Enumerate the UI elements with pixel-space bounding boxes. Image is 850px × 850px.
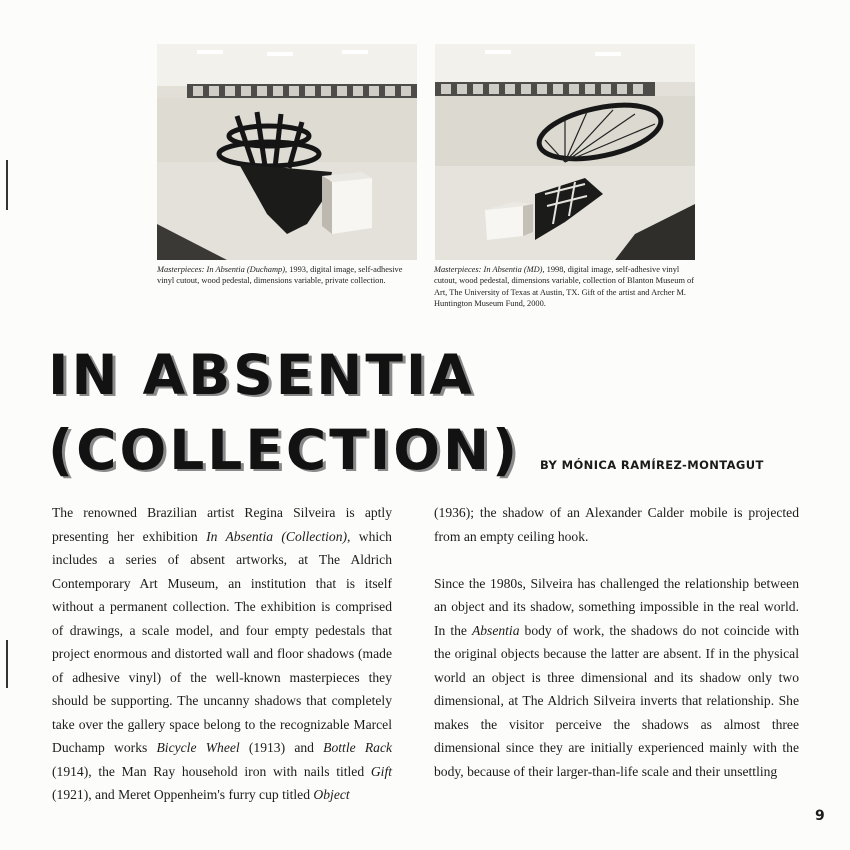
caption-right-title: Masterpieces: In Absentia (MD) xyxy=(434,265,543,274)
artwork-title: Object xyxy=(313,787,350,802)
artwork-title: Bottle Rack xyxy=(323,740,393,755)
body-column-right xyxy=(434,501,799,783)
caption-left xyxy=(157,264,419,287)
artwork-title: Bicycle Wheel xyxy=(156,740,240,755)
article-title-line-1: IN ABSENTIA xyxy=(48,343,475,407)
caption-left-details: , 1993, digital image, self-adhesive vinyl cutout, wood pedestal, dimensions variable, private collection. xyxy=(157,265,403,286)
body-text: Since the 1980s, Silveira has challenged the relationship between an object and its shadow, something impossible in the real world. In the xyxy=(434,575,799,638)
photo-in-absentia-md xyxy=(435,44,695,260)
scan-mark xyxy=(6,160,8,210)
exhibition-title: In Absentia (Collection) xyxy=(206,528,348,544)
article-title-line-2: (COLLECTION) xyxy=(48,418,521,482)
photo-in-absentia-duchamp xyxy=(157,44,417,260)
body-paragraph-2 xyxy=(434,572,799,784)
page-number: 9 xyxy=(815,808,825,824)
caption-left-title: Masterpieces: In Absentia (Duchamp) xyxy=(157,265,285,274)
body-paragraph-continued: (1936); the shadow of an Alexander Calder mobile is projected from an empty ceiling hook. xyxy=(434,505,799,544)
body-text: The renowned Brazilian artist Regina Silveira is aptly presenting her exhibition xyxy=(52,505,392,544)
body-paragraph-1 xyxy=(52,501,392,807)
artwork-title: Gift xyxy=(370,763,392,779)
series-title: Absentia xyxy=(471,622,520,638)
body-text: (1921), and Meret Oppenheim's furry cup titled xyxy=(52,787,314,802)
caption-right-details: , 1998, digital image, self-adhesive vinyl cutout, wood pedestal, dimensions variable, collection of Blanton Museum of Art, The University of Texas at Austin, TX. Gift of the artist and Archer M. Huntington Museum Fund, 2000. xyxy=(434,265,695,309)
caption-right xyxy=(434,264,696,310)
scan-mark xyxy=(6,640,8,688)
body-text: , which includes a series of absent artworks, at The Aldrich Contemporary Art Museum, an institution that is itself without a permanent collection. The exhibition is comprised of drawings, a scale model, and four empty pedestals that project enormous and distorted wall and floor shadows (made of adhesive vinyl) of the well-known masterpieces they should be supporting. The uncanny shadows that completely take over the gallery space belong to the recognizable Marcel Duchamp works xyxy=(52,528,392,755)
body-text: (1913) and xyxy=(239,740,324,755)
byline: BY MÓNICA RAMÍREZ-MONTAGUT xyxy=(540,458,764,472)
body-column-left xyxy=(52,501,392,807)
body-text: body of work, the shadows do not coincide with the original objects because the latter are absent. If in the physical world an object is three dimensional and its shadow only two dimensional, at The Aldrich Silveira inverts that relationship. She makes the visitor perceive the shadows as almost three dimensional since they are initially experienced mainly with the body, because of their larger-than-life scale and their unsettling xyxy=(434,622,799,779)
body-text: (1914), the Man Ray household iron with nails titled xyxy=(52,763,371,779)
